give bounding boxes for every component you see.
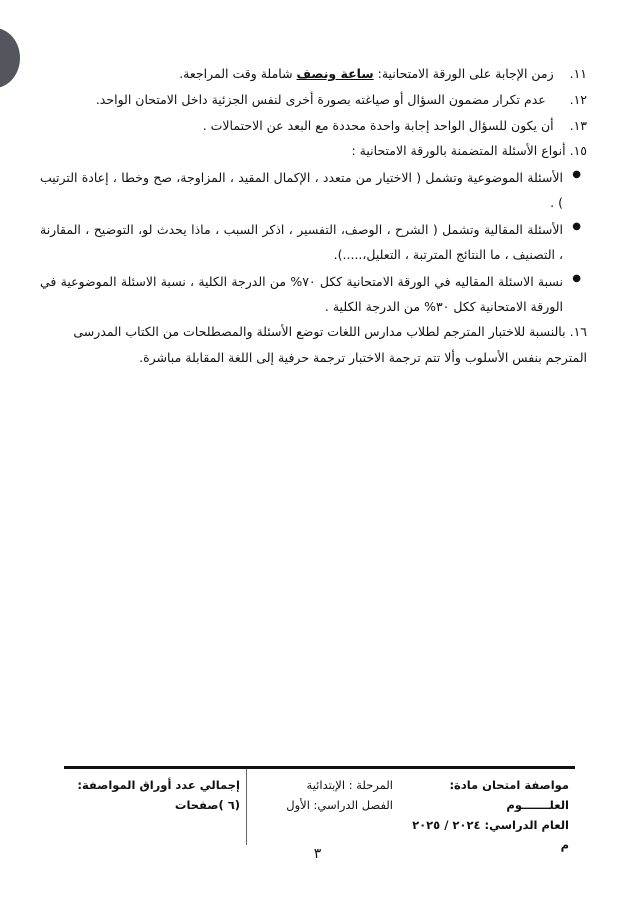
- item-text-after: شاملة وقت المراجعة.: [179, 66, 297, 81]
- bullet-objective-questions: [40, 165, 587, 215]
- item-13: [40, 116, 587, 136]
- footer-table: [64, 766, 575, 852]
- footer-pages-cell: [64, 769, 246, 845]
- bullet-text: نسبة الاسئلة المقاليه في الورقة الامتحانية ككل ٧٠% من الدرجة الكلية ، نسبة الاسئلة الموضوعية في الورقة الامتحانية ككل ٣٠% من الدرجة الكلية .: [40, 274, 564, 314]
- item-number: ١٦.: [569, 324, 587, 339]
- bullet-icon: ●: [572, 221, 581, 232]
- item-12: [40, 90, 587, 110]
- item-text: عدم تكرار مضمون السؤال أو صياغته بصورة أخرى لنفس الجزئية داخل الامتحان الواحد.: [95, 92, 546, 107]
- side-tab-marker: [0, 28, 20, 88]
- item-emphasis: ساعة ونصف: [296, 66, 374, 81]
- footer-subject: مواصفة امتحان مادة: العلـــــــوم: [449, 778, 569, 812]
- footer-year: العام الدراسي: ٢٠٢٤ / ٢٠٢٥ م: [412, 818, 569, 852]
- item-text: أن يكون للسؤال الواحد إجابة واحدة محددة مع البعد عن الاحتمالات .: [202, 118, 554, 133]
- footer-subject-cell: [399, 769, 575, 852]
- footer-stage-cell: [246, 769, 399, 845]
- item-number: ١١.: [569, 66, 587, 81]
- bullet-icon: ●: [572, 273, 581, 284]
- bullet-text: الأسئلة الموضوعية وتشمل ( الاختيار من متعدد ، الإكمال المقيد ، المزاوجة، صح وخطا ، إعادة الترتيب ) .: [40, 170, 563, 210]
- item-16-line1: [40, 322, 587, 342]
- bullet-question-ratio: [40, 269, 587, 319]
- item-15: [40, 141, 587, 161]
- item-number: ١٢.: [569, 92, 587, 107]
- item-11: [40, 64, 587, 84]
- bullet-icon: ●: [572, 169, 581, 180]
- item-number: ١٣.: [569, 118, 587, 133]
- footer-term: الفصل الدراسي: الأول: [286, 798, 393, 812]
- item-text: المترجم بنفس الأسلوب وألا تتم ترجمة الاختبار ترجمة حرفية إلى اللغة المقابلة مباشرة.: [139, 350, 587, 365]
- footer-total-pages: إجمالي عدد أوراق المواصفة: (٦ )صفحات: [77, 778, 240, 812]
- item-number: ١٥.: [569, 143, 587, 158]
- item-text: بالنسبة للاختبار المترجم لطلاب مدارس اللغات توضع الأسئلة والمصطلحات من الكتاب المدرسى: [73, 324, 566, 339]
- page-number: ٣: [313, 846, 322, 862]
- bullet-text: الأسئلة المقالية وتشمل ( الشرح ، الوصف، التفسير ، اذكر السبب ، ماذا يحدث لو، التوضيح ، المقارنة ، التصنيف ، ما النتائج المترتبة ، التعليل،.....).: [40, 222, 563, 262]
- item-text: زمن الإجابة على الورقة الامتحانية:: [373, 66, 554, 81]
- item-16-line2: [40, 348, 587, 368]
- item-text: أنواع الأسئلة المتضمنة بالورقة الامتحانية :: [351, 143, 566, 158]
- bullet-essay-questions: [40, 217, 587, 267]
- footer-stage: المرحلة : الإبتدائية: [306, 778, 393, 792]
